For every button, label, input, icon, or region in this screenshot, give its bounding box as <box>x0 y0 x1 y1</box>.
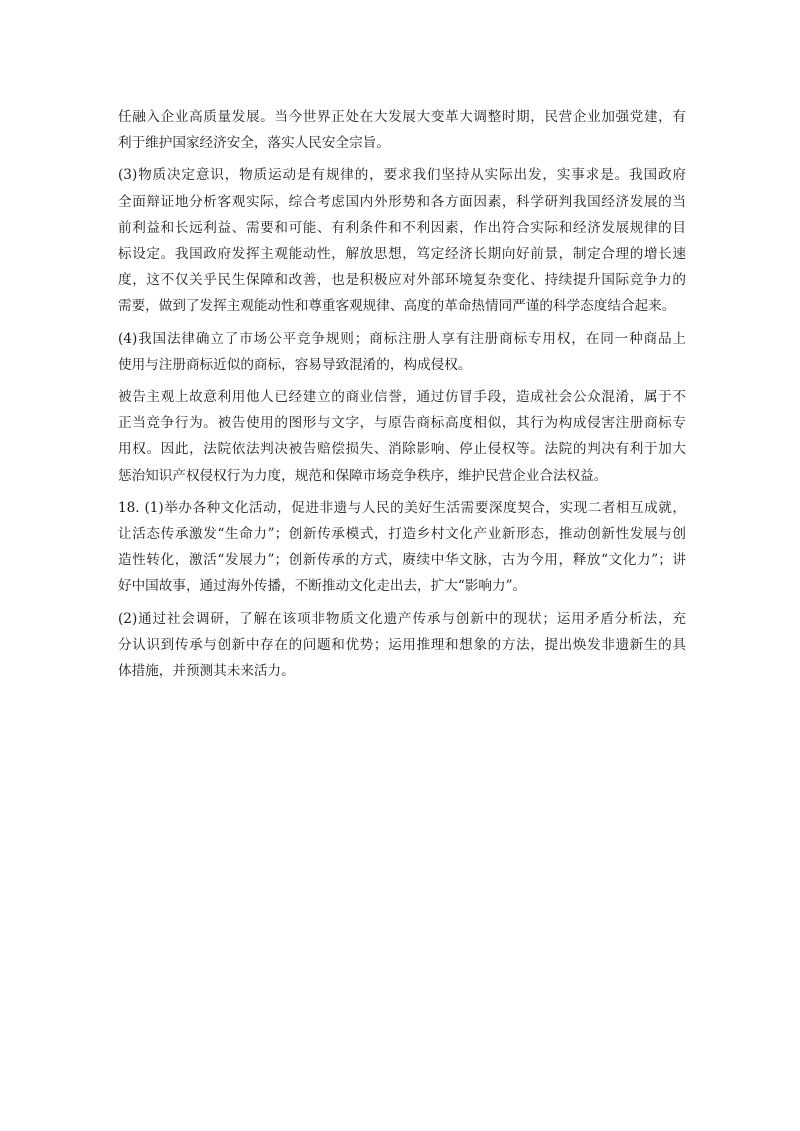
text-line: 惩治知识产权侵权行为力度，规范和保障市场竞争秩序，维护民营企业合法权益。 <box>118 467 608 484</box>
paragraph-answer-3 <box>118 162 686 319</box>
text-line: 正当竞争行为。被告使用的图形与文字，与原告商标高度相似，其行为构成侵害注册商标专 <box>118 415 686 432</box>
paragraph-question-18-part-1 <box>118 495 686 600</box>
text-line: (3)物质决定意识，物质运动是有规律的，要求我们坚持从实际出发，实事求是。我国政府 <box>118 167 686 184</box>
text-line: 用权。因此，法院依法判决被告赔偿损失、消除影响、停止侵权等。法院的判决有利于加大 <box>118 441 686 458</box>
paragraph-court-ruling <box>118 384 686 489</box>
text-line: 18. (1)举办各种文化活动，促进非遗与人民的美好生活需要深度契合，实现二者相互成就， <box>118 499 686 516</box>
paragraph-answer-4 <box>118 326 686 378</box>
paragraph-question-18-part-2 <box>118 606 686 685</box>
text-line: (4)我国法律确立了市场公平竞争规则；商标注册人享有注册商标专用权，在同一种商品上 <box>118 330 686 347</box>
text-line: 度，这不仅关乎民生保障和改善，也是积极应对外部环境复杂变化、持续提升国际竞争力的 <box>118 272 686 289</box>
text-line: 标设定。我国政府发挥主观能动性，解放思想，笃定经济长期向好前景，制定合理的增长速 <box>118 246 686 263</box>
text-line: 被告主观上故意利用他人已经建立的商业信誉，通过仿冒手段，造成社会公众混淆，属于不 <box>118 389 686 406</box>
text-line: 体措施，并预测其未来活力。 <box>118 663 295 680</box>
text-line: 造性转化，激活“发展力”；创新传承的方式，赓续中华文脉，古为今用，释放“文化力”；讲 <box>118 552 686 569</box>
text-line: 任融入企业高质量发展。当今世界正处在大发展大变革大调整时期，民营企业加强党建，有 <box>118 109 686 125</box>
text-line: 让活态传承激发“生命力”；创新传承模式，打造乡村文化产业新形态，推动创新性发展与创 <box>118 526 686 543</box>
text-line: 前利益和长远利益、需要和可能、有利条件和不利因素，作出符合实际和经济发展规律的目 <box>118 219 686 236</box>
text-line: 使用与注册商标近似的商标，容易导致混淆的，构成侵权。 <box>118 356 472 373</box>
text-line: (2)通过社会调研，了解在该项非物质文化遗产传承与创新中的现状；运用矛盾分析法，充 <box>118 610 686 627</box>
text-line: 全面辩证地分析客观实际，综合考虑国内外形势和各方面因素，科学研判我国经济发展的当 <box>118 193 686 210</box>
text-line: 利于维护国家经济安全，落实人民安全宗旨。 <box>118 135 390 152</box>
paragraph-economic-security <box>118 104 686 156</box>
document-body <box>118 104 686 690</box>
text-line: 分认识到传承与创新中存在的问题和优势；运用推理和想象的方法，提出焕发非遗新生的具 <box>118 636 686 653</box>
text-line: 需要，做到了发挥主观能动性和尊重客观规律、高度的革命热情同严谨的科学态度结合起来。 <box>118 298 676 315</box>
text-line: 好中国故事，通过海外传播，不断推动文化走出去，扩大“影响力”。 <box>118 578 527 595</box>
